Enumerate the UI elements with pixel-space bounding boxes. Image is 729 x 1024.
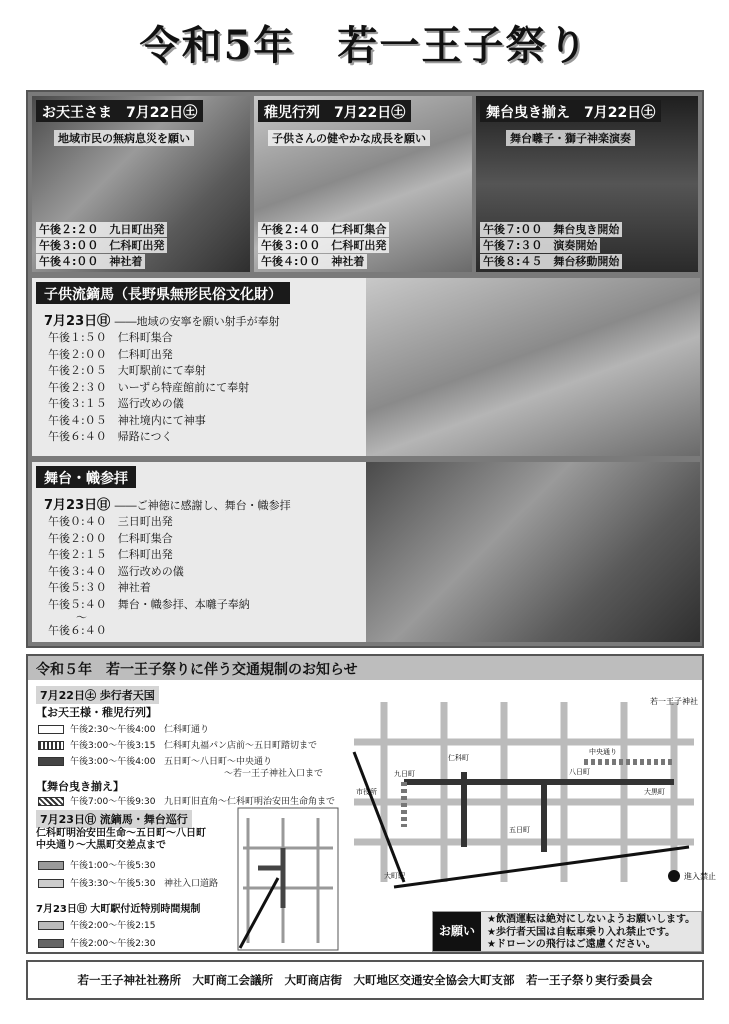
event-title: お天王さま 7月22日㊏ — [36, 100, 203, 122]
map-label: 五日町 — [509, 826, 530, 834]
yabusame-schedule — [48, 330, 249, 446]
schedule-item: 午後６:４０ — [48, 624, 107, 637]
notice-list — [487, 914, 695, 952]
map-label: 八日町 — [569, 768, 590, 776]
legend-row: 午後1:00〜午後5:30 — [38, 858, 155, 871]
notice-box — [432, 911, 702, 952]
legend-row: 午後2:00〜午後2:30 — [38, 936, 155, 949]
event-panel-otenno — [32, 96, 250, 272]
special-heading: 7月23日㊐ 大町駅付近特別時間規制 — [36, 904, 201, 915]
inset-map — [238, 808, 338, 950]
schedule-item: 午後３:４０ 巡行改めの儀 — [48, 564, 184, 578]
event-caption: 舞台囃子・獅子神楽演奏 — [506, 130, 635, 146]
event-title: 舞台曳き揃え 7月22日㊏ — [480, 100, 661, 122]
map-label: 仁科町 — [448, 754, 469, 762]
schedule-item: 午後２:３０ いーずら特産館前にて奉射 — [48, 380, 250, 394]
schedule-item: 午後５:４０ 舞台・幟参拝、本囃子奉納 — [48, 597, 250, 611]
schedule-item: 午後２:００ 仁科町集合 — [48, 531, 173, 545]
day2-heading: 7月23日㊐ 流鏑馬・舞台巡行 — [36, 810, 192, 828]
map-label: 中央通り — [589, 748, 617, 756]
schedule-item: 午後２:００ 仁科町出発 — [48, 347, 173, 361]
section-date: 7月23日㊐ ――地域の安寧を願い射手が奉射 — [44, 314, 280, 329]
legend-note: 〜若一王子神社入口まで — [224, 769, 324, 779]
event-times: 午後２:４０ 仁科町集合 午後３:００ 仁科町出発 午後４:００ 神社着 — [258, 222, 389, 270]
schedule-item: 午後１:５０ 仁科町集合 — [48, 331, 173, 344]
legend-row: 午後3:00〜午後3:15 仁科町丸福パン店前〜五日町踏切まで — [38, 738, 317, 751]
event-caption: 地域市民の無病息災を願い — [54, 130, 194, 146]
schedule-item: 午後３:１５ 巡行改めの儀 — [48, 397, 184, 410]
map-label: 大町駅 — [384, 872, 405, 880]
notice-item: ★ドローンの飛行はご遠慮ください。 — [487, 939, 656, 950]
page-title: 令和5年 若一王子祭り — [139, 22, 590, 69]
map-label: 進入禁止 — [684, 872, 716, 881]
map-label: 若一王子神社 — [650, 697, 698, 706]
schedule-item: 午後２:０５ 大町駅前にて奉射 — [48, 364, 206, 377]
schedule-item: 午後４:０５ 神社境内にて神事 — [48, 413, 206, 427]
event-times: 午後７:００ 舞台曳き開始 午後７:３０ 演奏開始 午後８:４５ 舞台移動開始 — [480, 222, 622, 270]
organizers-footer: 若一王子神社社務所 大町商工会議所 大町商店街 大町地区交通安全協会大町支部 若一王子祭り実行委員会 — [26, 960, 704, 1000]
notice-item: ★歩行者天国は自転車乗り入れ禁止です。 — [487, 926, 676, 938]
group1-heading: 【お天王様・稚児行列】 — [36, 706, 157, 719]
legend-row: 午後2:30〜午後4:00 仁科町通り — [38, 722, 209, 735]
event-panel-chigo — [254, 96, 472, 272]
events-frame — [26, 90, 704, 648]
group2-heading: 【舞台曳き揃え】 — [36, 780, 124, 793]
traffic-notice — [26, 654, 716, 954]
butai-section — [32, 462, 700, 642]
section-title: 子供流鏑馬（長野県無形民俗文化財） — [36, 282, 290, 304]
event-caption: 子供さんの健やかな成長を願い — [268, 130, 430, 146]
legend-row: 午後2:00〜午後2:15 — [38, 918, 155, 931]
schedule-item: 〜 — [76, 611, 87, 624]
event-panel-butai-hikisoroe — [476, 96, 698, 272]
section-title: 舞台・幟参拝 — [36, 466, 136, 488]
route-desc: 仁科町明治安田生命〜五日町〜八日町 中央通り〜大黒町交差点まで — [36, 828, 206, 851]
legend-row: 午後3:00〜午後4:00 五日町〜八日町〜中央通り — [38, 754, 272, 767]
traffic-map — [344, 682, 716, 908]
map-label: 大黒町 — [644, 788, 665, 796]
event-times: 午後２:２０ 九日町出発 午後３:００ 仁科町出発 午後４:００ 神社着 — [36, 222, 167, 270]
schedule-item: 午後２:１５ 仁科町出発 — [48, 548, 173, 561]
legend-row: 午後3:30〜午後5:30 神社入口道路 — [38, 876, 218, 889]
schedule-item: 午後６:４０ 帰路につく — [48, 430, 173, 443]
butai-schedule — [48, 514, 250, 640]
day1-heading: 7月22日㊏ 歩行者天国 — [36, 686, 159, 704]
schedule-item: 午後５:３０ 神社着 — [48, 581, 151, 594]
event-title: 稚児行列 7月22日㊏ — [258, 100, 411, 122]
map-label: 九日町 — [394, 770, 415, 778]
notice-item: ★飲酒運転は絶対にしないようお願いします。 — [487, 914, 696, 925]
notice-title: お願い — [433, 912, 481, 951]
schedule-item: 午後０:４０ 三日町出発 — [48, 515, 173, 528]
photo-butai — [366, 462, 700, 642]
legend-row: 午後7:00〜午後9:30 九日町旧直角〜仁科町明治安田生命角まで — [38, 794, 335, 807]
map-label: 市役所 — [356, 788, 377, 796]
yabusame-section — [32, 278, 700, 456]
traffic-title: 令和５年 若一王子祭りに伴う交通規制のお知らせ — [28, 656, 702, 680]
section-date: 7月23日㊐ ――ご神徳に感謝し、舞台・幟参拝 — [44, 498, 291, 513]
photo-yabusame — [366, 278, 700, 456]
